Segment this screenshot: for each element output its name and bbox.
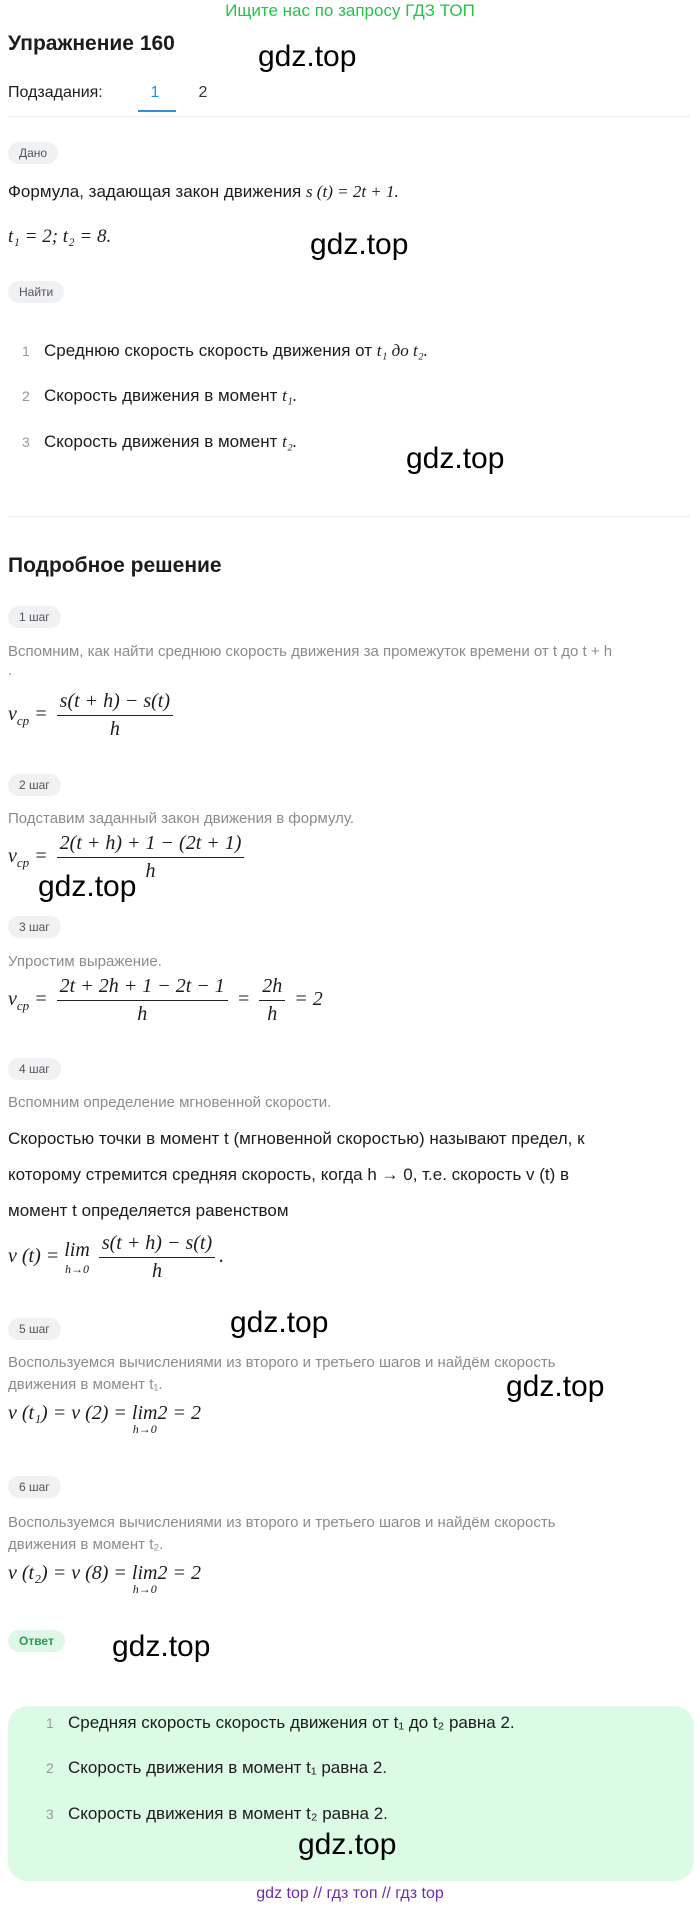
definition-line-1: Скоростью точки в момент t (мгновенной скоростью) называют предел, к <box>8 1129 585 1148</box>
watermark: gdz.top <box>112 1630 211 1663</box>
definition-line-3: момент t определяется равенством <box>8 1201 289 1220</box>
active-tab-indicator <box>138 110 176 112</box>
step-2-text: Подставим заданный закон движения в формулу. <box>8 810 355 827</box>
given-formula: s (t) = 2t + 1. <box>305 182 399 201</box>
answer-item-2: 2 Скорость движения в момент t₁ равна 2. <box>46 1758 388 1777</box>
watermark: gdz.top <box>310 228 409 261</box>
solution-title: Подробное решение <box>8 554 222 577</box>
answer-item-1: 1 Средняя скорость скорость движения от t₁ до t₂ равна 2. <box>46 1713 515 1732</box>
given-text <box>8 181 399 203</box>
step-2-pill: 2 шаг <box>8 774 61 796</box>
formula-1: $v_{cp}$ = $\frac{s(t + h) - s(t)}{h}$ <box>8 690 177 741</box>
step-3-pill: 3 шаг <box>8 916 61 938</box>
find-item-2: 2 Скорость движения в момент t₁. <box>22 386 298 405</box>
formula-3: $v_{cp}$ = $\frac{2t + 2h + 1 - 2t - 1}{h}$ = $\frac{2h}{h}$ = 2 <box>8 975 323 1025</box>
step-6-pill: 6 шаг <box>8 1476 61 1498</box>
answer-item-3: 3 Скорость движения в момент t₂ равна 2. <box>46 1804 388 1823</box>
step-6-text-2: движения в момент t₂. <box>8 1536 164 1553</box>
tab-subtask-1[interactable]: 1 <box>150 84 160 101</box>
given-times: t₁ = 2; t₂ = 8. <box>8 226 112 247</box>
top-banner: Ищите нас по запросу ГДЗ ТОП <box>225 1 475 20</box>
tab-subtask-2[interactable]: 2 <box>198 84 208 101</box>
find-item-1: 1 Среднюю скорость скорость движения от t₁ до t₂. <box>22 341 428 360</box>
step-5-pill: 5 шаг <box>8 1318 61 1340</box>
formula-4: v (t) = lim h→0 $\frac{s(t + h) - s(t)}{h}$ . <box>8 1232 225 1282</box>
formula-2: $v_{cp}$ = $\frac{2(t + h) + 1 - (2t + 1)}{h}$ <box>8 832 248 883</box>
step-5-text: Воспользуемся вычислениями из второго и третьего шагов и найдём скорость <box>8 1354 556 1371</box>
watermark: gdz.top <box>298 1828 397 1861</box>
divider <box>8 516 690 517</box>
formula-6: v (t₂) = v (8) = lim h→0 2 = 2 <box>8 1562 201 1596</box>
watermark: gdz.top <box>38 870 137 903</box>
divider <box>8 116 690 117</box>
footer-links[interactable]: gdz top // гдз топ // гдз top <box>256 1885 444 1902</box>
step-4-pill: 4 шаг <box>8 1058 61 1080</box>
step-1-text: Вспомним, как найти среднюю скорость движения за промежуток времени от t до t + h <box>8 643 613 660</box>
answer-pill: Ответ <box>8 1630 65 1652</box>
watermark: gdz.top <box>258 40 357 73</box>
definition-line-2: которому стремится средняя скорость, когда h → 0, т.е. скорость v (t) в <box>8 1165 570 1184</box>
step-1-pill: 1 шаг <box>8 606 61 628</box>
subtasks-label: Подзадания: <box>8 84 103 101</box>
formula-5: v (t₁) = v (2) = lim h→0 2 = 2 <box>8 1402 201 1436</box>
step-1-tail: . <box>8 662 13 679</box>
find-item-3: 3 Скорость движения в момент t₂. <box>22 432 298 451</box>
watermark: gdz.top <box>406 442 505 475</box>
step-5-text-2: движения в момент t₁. <box>8 1376 163 1393</box>
step-6-text: Воспользуемся вычислениями из второго и третьего шагов и найдём скорость <box>8 1514 556 1531</box>
page-title: Упражнение 160 <box>8 32 175 55</box>
watermark: gdz.top <box>506 1370 605 1403</box>
step-3-text: Упростим выражение. <box>8 953 162 970</box>
find-pill: Найти <box>8 281 64 303</box>
given-pill: Дано <box>8 142 58 164</box>
step-4-text: Вспомним определение мгновенной скорости. <box>8 1094 332 1111</box>
given-label: Формула, задающая закон движения <box>8 182 306 201</box>
watermark: gdz.top <box>230 1306 329 1339</box>
